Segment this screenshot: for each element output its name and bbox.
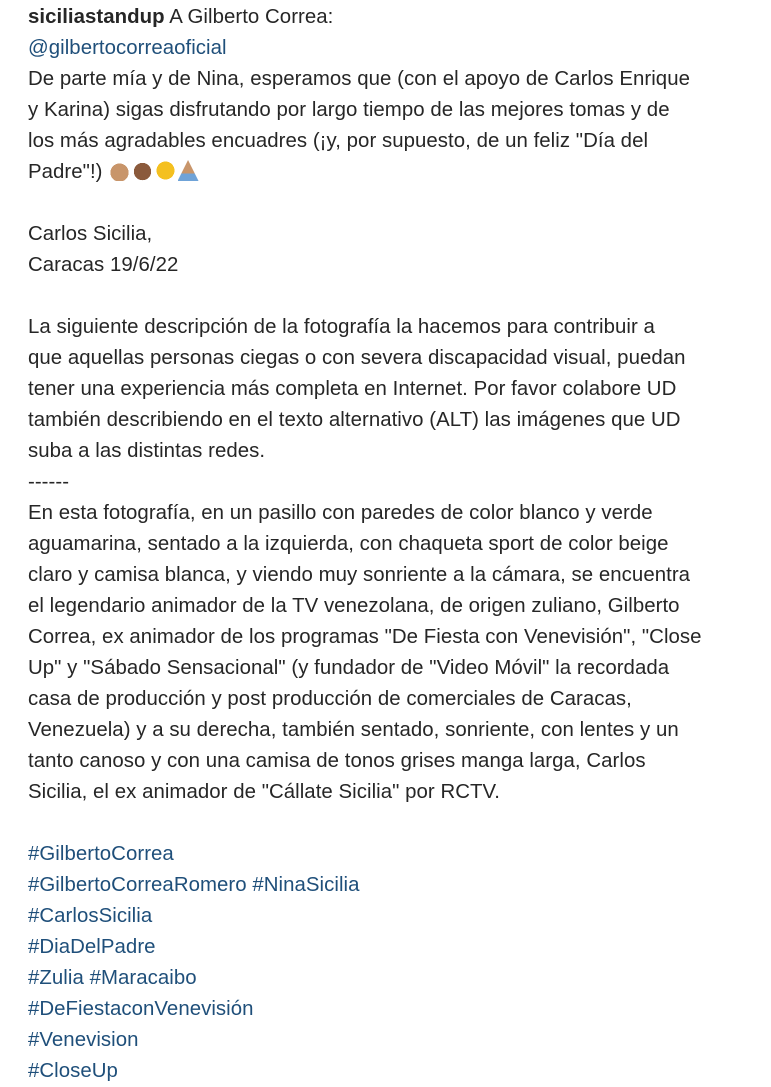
hashtag-link[interactable]: #DeFiestaconVenevisión (28, 998, 254, 1020)
caption-header-line (28, 2, 763, 33)
description-line: Correa, ex animador de los programas "De Fiesta con Venevisión", "Close (28, 626, 702, 648)
username-link[interactable]: siciliastandup (28, 6, 165, 28)
description-line: aguamarina, sentado a la izquierda, con chaqueta sport de color beige (28, 533, 669, 555)
accessibility-line: que aquellas personas ciegas o con severa discapacidad visual, puedan (28, 347, 686, 369)
hashtag-link[interactable]: #DiaDelPadre (28, 936, 156, 958)
message-line: los más agradables encuadres (¡y, por supuesto, de un feliz "Día del (28, 130, 649, 152)
caption-intro: A Gilberto Correa: (164, 6, 334, 28)
hugging-face-icon (155, 160, 176, 181)
hashtag-line (28, 839, 763, 870)
hashtag-line (28, 901, 763, 932)
clapping-hands-icon (109, 160, 130, 181)
spacer (28, 281, 763, 312)
hashtag-line (28, 963, 763, 994)
description-line: casa de producción y post producción de comerciales de Caracas, (28, 688, 632, 710)
hashtag-link[interactable]: #Maracaibo (89, 967, 197, 989)
accessibility-line: suba a las distintas redes. (28, 440, 266, 462)
post-caption (28, 2, 763, 1087)
hashtag-link[interactable]: #NinaSicilia (252, 874, 360, 896)
signature-place-date: Caracas 19/6/22 (28, 254, 179, 276)
message-line-last (28, 157, 763, 188)
description-line: Sicilia, el ex animador de "Cállate Sicilia" por RCTV. (28, 781, 501, 803)
hashtag-line (28, 1025, 763, 1056)
separator: ------ (28, 471, 70, 493)
hashtag-link[interactable]: #GilbertoCorreaRomero (28, 874, 247, 896)
hashtag-line (28, 932, 763, 963)
hashtag-link[interactable]: #CarlosSicilia (28, 905, 153, 927)
thumbs-up-icon (132, 160, 153, 181)
hashtag-line (28, 870, 763, 901)
description-line: claro y camisa blanca, y viendo muy sonriente a la cámara, se encuentra (28, 564, 691, 586)
accessibility-line: tener una experiencia más completa en Internet. Por favor colabore UD (28, 378, 677, 400)
hashtag-link[interactable]: #GilbertoCorrea (28, 843, 174, 865)
description-line: el legendario animador de la TV venezolana, de origen zuliano, Gilberto (28, 595, 680, 617)
spacer (28, 808, 763, 839)
description-line: En esta fotografía, en un pasillo con paredes de color blanco y verde (28, 502, 653, 524)
hashtag-link[interactable]: #Venevision (28, 1029, 139, 1051)
hashtag-link[interactable]: #CloseUp (28, 1060, 118, 1082)
description-line: tanto canoso y con una camisa de tonos grises manga larga, Carlos (28, 750, 646, 772)
hashtag-line (28, 994, 763, 1025)
accessibility-line: La siguiente descripción de la fotografía la hacemos para contribuir a (28, 316, 655, 338)
folded-hands-icon (178, 160, 199, 181)
mention-link[interactable]: @gilbertocorreaoficial (28, 37, 227, 59)
message-line: De parte mía y de Nina, esperamos que (con el apoyo de Carlos Enrique (28, 68, 690, 90)
signature-name: Carlos Sicilia, (28, 223, 153, 245)
description-line: Up" y "Sábado Sensacional" (y fundador de "Video Móvil" la recordada (28, 657, 670, 679)
hashtag-line (28, 1056, 763, 1087)
accessibility-line: también describiendo en el texto alternativo (ALT) las imágenes que UD (28, 409, 681, 431)
message-line: Padre"!) (28, 161, 103, 183)
spacer (28, 188, 763, 219)
description-line: Venezuela) y a su derecha, también sentado, sonriente, con lentes y un (28, 719, 679, 741)
hashtag-link[interactable]: #Zulia (28, 967, 84, 989)
message-line: y Karina) sigas disfrutando por largo tiempo de las mejores tomas y de (28, 99, 670, 121)
emoji-group (109, 160, 199, 181)
mention-line (28, 33, 763, 64)
